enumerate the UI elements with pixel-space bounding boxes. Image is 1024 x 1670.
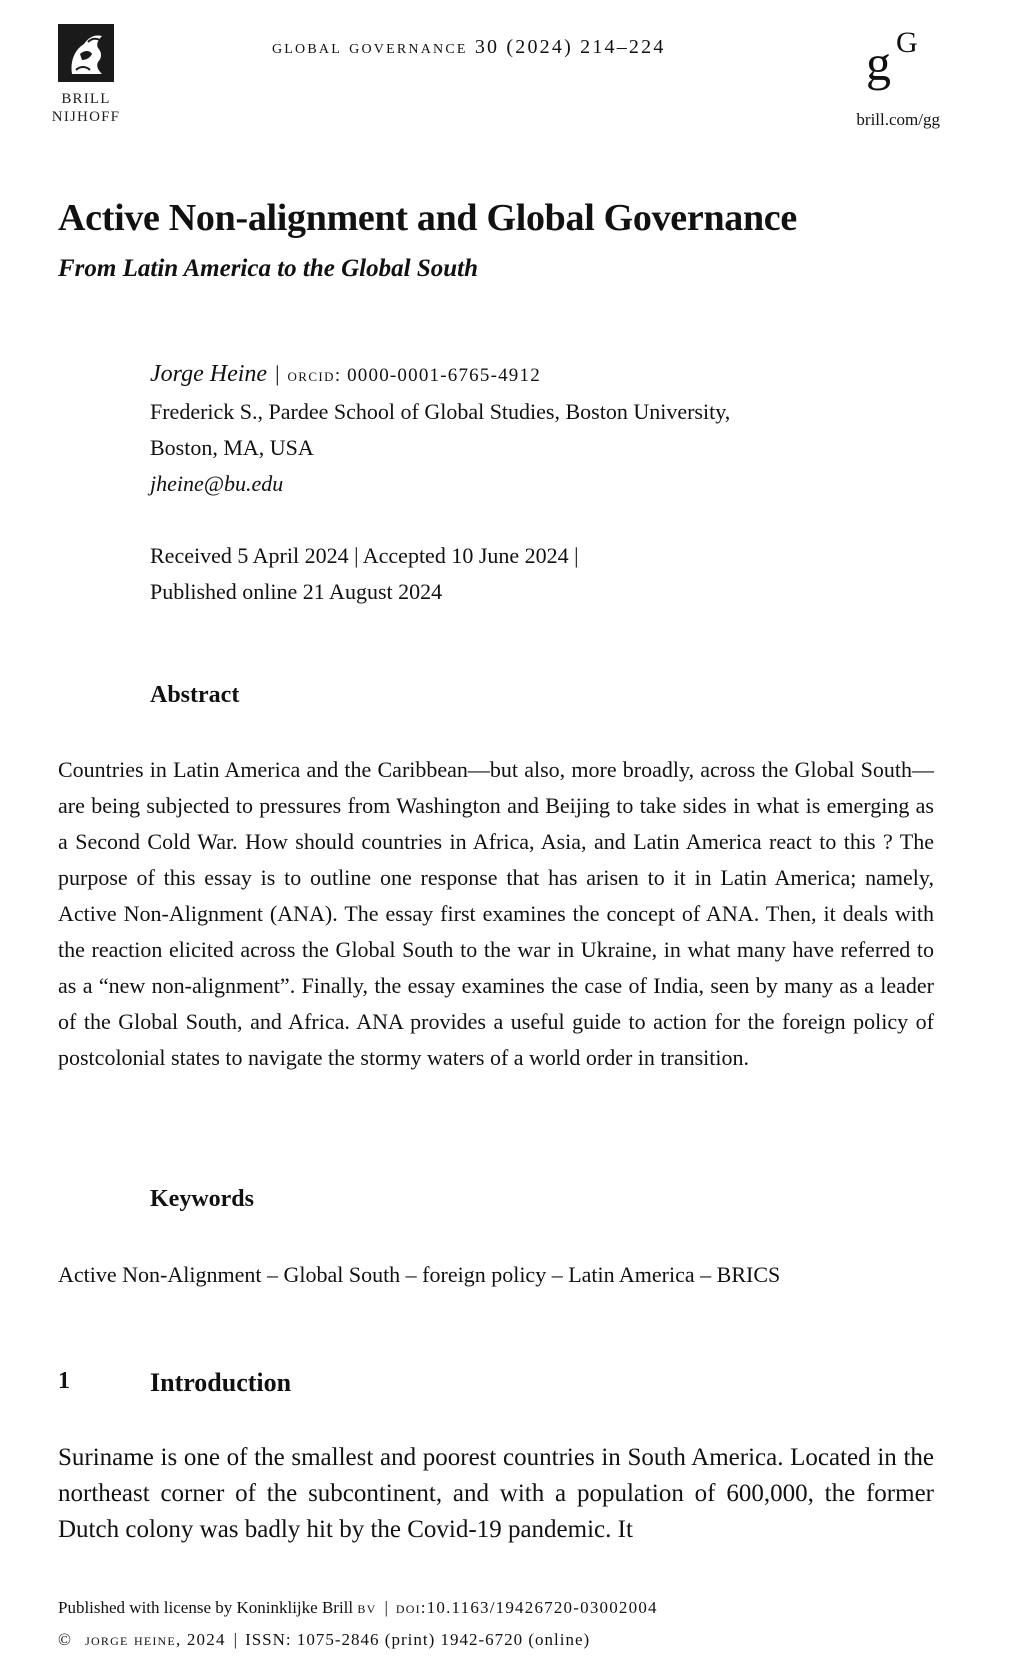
journal-logo (866, 24, 918, 96)
author-name: Jorge Heine (150, 361, 268, 387)
journal-logo-big-letter: g (866, 35, 891, 91)
publication-dates (150, 538, 579, 610)
publisher-name-line2: NIJHOFF (51, 109, 121, 125)
footer-separator: | (384, 1598, 388, 1617)
journal-citation: global governance 30 (2024) 214–224 (272, 36, 666, 58)
footer-copyright-line (58, 1630, 590, 1650)
dates-line2: Published online 21 August 2024 (150, 579, 443, 604)
gg-journal-logo-icon (866, 24, 918, 96)
publisher-name-line1: BRILL (61, 91, 111, 107)
affiliation-line1: Frederick S., Pardee School of Global Studies, Boston University, (150, 399, 731, 424)
keywords-text: Active Non-Alignment – Global South – foreign policy – Latin America – BRICS (58, 1262, 781, 1287)
author-block (150, 356, 730, 502)
section-body-text: Suriname is one of the smallest and poorest countries in South America. Located in the northeast corner of the subcontinent, and with a population of 600,000, the former Dutch colony was badly hit by the Covid-19 pandemic. It (58, 1444, 934, 1543)
abstract-heading: Abstract (150, 682, 240, 708)
affiliation-line2: Boston, MA, USA (150, 435, 314, 460)
article-subtitle: From Latin America to the Global South (58, 255, 478, 282)
article-title: Active Non-alignment and Global Governance (58, 197, 797, 239)
footer-license-line (58, 1598, 658, 1618)
doi-link[interactable]: doi:10.1163/19426720-03002004 (395, 1598, 658, 1617)
publisher-logo (58, 24, 114, 82)
author-email-link[interactable]: jheine@bu.edu (150, 471, 284, 496)
license-bv: bv (357, 1598, 377, 1617)
footer-separator-2: | (233, 1630, 238, 1649)
publisher-name (46, 90, 126, 126)
author-line (150, 356, 730, 394)
abstract-text: Countries in Latin America and the Caribbean—but also, more broadly, across the Global South—are being subjected to pressures from Washington and Beijing to take sides in what is emerging as a Second Cold War. How should countries in Africa, Asia, and Latin America react to this ? The purpose of this essay is to outline one response that has arisen to it in Latin America; namely, Active Non-Alignment (ANA). The essay first examines the concept of ANA. Then, it deals with the reaction elicited across the Global South to the war in Ukraine, in what many have referred to as a “new non-alignment”. Finally, the essay examines the case of India, seen by many as a leader of the Global South, and Africa. ANA provides a useful guide to action for the foreign policy of postcolonial states to navigate the stormy waters of a world order in transition. (58, 757, 934, 1070)
author-separator: | (275, 361, 280, 386)
copyright-holder: jorge heine, 2024 (85, 1630, 226, 1649)
athena-helmet-logo-icon (58, 24, 114, 82)
orcid-link[interactable]: 0000-0001-6765-4912 (347, 365, 541, 386)
orcid-label: orcid: (287, 365, 342, 386)
keywords-heading: Keywords (150, 1186, 254, 1212)
journal-url[interactable]: brill.com/gg (856, 110, 940, 129)
dates-line1: Received 5 April 2024 | Accepted 10 June 2024 | (150, 543, 579, 568)
journal-logo-small-letter: G (896, 26, 918, 59)
copyright-symbol: © (58, 1630, 71, 1649)
issn-text: ISSN: 1075-2846 (print) 1942-6720 (online) (245, 1630, 591, 1649)
section-number: 1 (58, 1368, 70, 1394)
license-text: Published with license by Koninklijke Brill (58, 1598, 354, 1617)
section-title: Introduction (150, 1368, 292, 1397)
